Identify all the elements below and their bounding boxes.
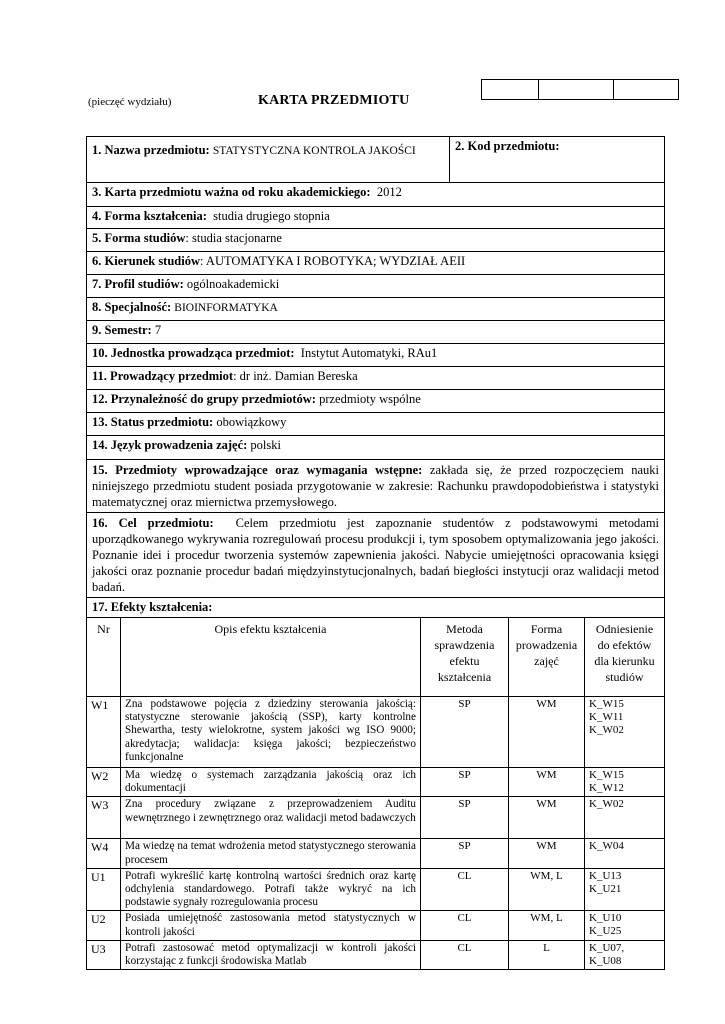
code-box: [539, 80, 614, 99]
outcome-description: Potrafi zastosować metod optymalizacji w kontroli jakości korzystając z funkcji środowiska Matlab: [121, 940, 421, 969]
outcome-method: SP: [421, 697, 509, 768]
field-label: 4. Forma kształcenia:: [92, 209, 207, 223]
field-value: obowiązkowy: [216, 415, 287, 429]
outcome-row: [87, 839, 665, 868]
outcome-row: [87, 768, 665, 797]
outcomes-header-row: [87, 618, 665, 697]
field-value: polski: [250, 438, 281, 452]
field-value: 7: [154, 323, 162, 337]
outcome-form: WM, L: [509, 868, 585, 911]
outcome-method: SP: [421, 768, 509, 797]
field-label: 14. Język prowadzenia zajęć:: [92, 438, 248, 452]
outcome-nr: U1: [87, 868, 121, 911]
outcome-description: Zna procedury związane z przeprowadzeniem Auditu wewnętrznego i zewnętrznego oraz walidacji metod badawczych: [121, 797, 421, 839]
field-label: 12. Przynależność do grupy przedmiotów:: [92, 392, 316, 406]
outcome-form: WM: [509, 797, 585, 839]
outcome-row: [87, 940, 665, 969]
field-label: 8. Specjalność:: [92, 300, 172, 314]
outcome-description: Potrafi wykreślić kartę kontrolną wartości średnich oraz kartę odchylenia standardowego. Potrafi także wykryć na ich podstawie sygnały rozregulowania procesu: [121, 868, 421, 911]
field-value: : AUTOMATYKA I ROBOTYKA; WYDZIAŁ AEII: [200, 254, 466, 268]
outcome-form: WM: [509, 768, 585, 797]
field-row-5: [87, 229, 665, 252]
faculty-stamp-label: (pieczęć wydziału): [88, 96, 172, 108]
outcome-reference: K_U13 K_U21: [585, 868, 665, 911]
outcome-method: CL: [421, 868, 509, 911]
field-value: BIOINFORMATYKA: [174, 302, 278, 314]
outcome-method: CL: [421, 911, 509, 940]
outcome-reference: K_W15 K_W12: [585, 768, 665, 797]
outcome-reference: K_W02: [585, 797, 665, 839]
field-label: 9. Semestr:: [92, 323, 152, 337]
course-name: STATYSTYCZNA KONTROLA JAKOŚCI: [212, 145, 416, 157]
outcome-reference: K_U07, K_U08: [585, 940, 665, 969]
field-row-7: [87, 275, 665, 298]
field-row-13: [87, 413, 665, 436]
outcome-reference: K_W04: [585, 839, 665, 868]
field-value: : studia stacjonarne: [185, 231, 282, 245]
outcome-nr: W1: [87, 697, 121, 768]
outcome-row: [87, 868, 665, 911]
field-value: przedmioty wspólne: [319, 392, 421, 406]
outcome-row: [87, 697, 665, 768]
field-value: zakłada się, że przed rozpoczęciem nauki niniejszego przedmiotu student posiada przygotowanie w zakresie: Rachunku prawdopodobieństwa i statystyki matematycznej oraz miernictwa przemysłowego.: [92, 463, 660, 509]
field-row-12: [87, 390, 665, 413]
outcome-nr: W3: [87, 797, 121, 839]
header-nr: Nr: [87, 618, 121, 697]
field-label: 13. Status przedmiotu:: [92, 415, 214, 429]
course-name-cell: [87, 137, 450, 183]
outcome-form: WM: [509, 839, 585, 868]
course-code-cell: [450, 137, 665, 183]
field-row-16: [87, 513, 665, 598]
outcome-nr: W2: [87, 768, 121, 797]
header-description: Opis efektu kształcenia: [121, 618, 421, 697]
field-row-17: [87, 598, 665, 618]
learning-outcomes-table: [86, 617, 665, 970]
header-reference: Odniesienie do efektów dla kierunku studiów: [585, 618, 665, 697]
field-label: 15. Przedmioty wprowadzające oraz wymagania wstępne:: [92, 463, 423, 477]
outcome-form: L: [509, 940, 585, 969]
outcome-description: Ma wiedzę o systemach zarządzania jakością oraz ich dokumentacji: [121, 768, 421, 797]
field-value: Celem przedmiotu jest zapoznanie studentów z podstawowymi metodami uporządkowanego wykrywania rozregulowań procesu produkcji i, tym sposobem optymalizowania jego jakości. Poznanie idei i procedur tworzenia systemów zapewnienia jakości. Nabycie umiejętności opracowania księgi jakości oraz poznanie procedur badań międzyinstytucjonalnych, badań biegłości instytucji oraz walidacji metod badań.: [92, 516, 660, 594]
field-label: 7. Profil studiów:: [92, 277, 184, 291]
outcome-reference: K_U10 K_U25: [585, 911, 665, 940]
outcome-nr: U3: [87, 940, 121, 969]
field-value: ogólnoakademicki: [186, 277, 280, 291]
field-row-15: [87, 460, 665, 513]
code-box: [482, 80, 539, 99]
page-title: KARTA PRZEDMIOTU: [258, 93, 410, 108]
field-row-6: [87, 252, 665, 275]
field-row-11: [87, 367, 665, 390]
course-card-table: [86, 136, 665, 618]
outcome-nr: U2: [87, 911, 121, 940]
field-value: 2012: [376, 185, 402, 199]
outcome-row: [87, 911, 665, 940]
outcome-reference: K_W15 K_W11 K_W02: [585, 697, 665, 768]
field-row-9: [87, 321, 665, 344]
field-label: 17. Efekty kształcenia:: [92, 600, 213, 614]
outcome-description: Zna podstawowe pojęcia z dziedziny sterowania jakością: statystyczne sterowanie jakością (SSP), karty kontrolne Shewartha, testy wielokrotne, system jakości wg ISO 9000; akredytacja; walidacja: księga jakości; bezpieczeństwo funkcjonalne: [121, 697, 421, 768]
field-label: 16. Cel przedmiotu:: [92, 516, 214, 530]
code-boxes: [481, 79, 679, 100]
code-box: [614, 80, 678, 99]
header-method: Metoda sprawdzenia efektu kształcenia: [421, 618, 509, 697]
header-form: Forma prowadzenia zajęć: [509, 618, 585, 697]
outcome-description: Ma wiedzę na temat wdrożenia metod statystycznego sterowania procesem: [121, 839, 421, 868]
outcome-method: CL: [421, 940, 509, 969]
field-label: 6. Kierunek studiów: [92, 254, 201, 268]
field-label: 5. Forma studiów: [92, 231, 186, 245]
field-row-1: [87, 137, 665, 183]
field-row-14: [87, 436, 665, 460]
field-row-8: [87, 298, 665, 321]
field-label: 2. Kod przedmiotu:: [455, 139, 560, 153]
field-label: 10. Jednostka prowadząca przedmiot:: [92, 346, 295, 360]
field-label: 3. Karta przedmiotu ważna od roku akademickiego:: [92, 185, 371, 199]
outcome-method: SP: [421, 839, 509, 868]
field-value: : dr inż. Damian Bereska: [233, 369, 358, 383]
field-row-4: [87, 207, 665, 229]
field-row-3: [87, 183, 665, 207]
field-label: 1. Nazwa przedmiotu:: [92, 143, 210, 157]
outcome-nr: W4: [87, 839, 121, 868]
field-value: Instytut Automatyki, RAu1: [300, 346, 438, 360]
outcome-description: Posiada umiejętność zastosowania metod statystycznych w kontroli jakości: [121, 911, 421, 940]
field-value: studia drugiego stopnia: [213, 209, 330, 223]
outcome-form: WM: [509, 697, 585, 768]
outcome-method: SP: [421, 797, 509, 839]
outcome-row: [87, 797, 665, 839]
field-label: 11. Prowadzący przedmiot: [92, 369, 234, 383]
field-row-10: [87, 344, 665, 367]
outcome-form: WM, L: [509, 911, 585, 940]
